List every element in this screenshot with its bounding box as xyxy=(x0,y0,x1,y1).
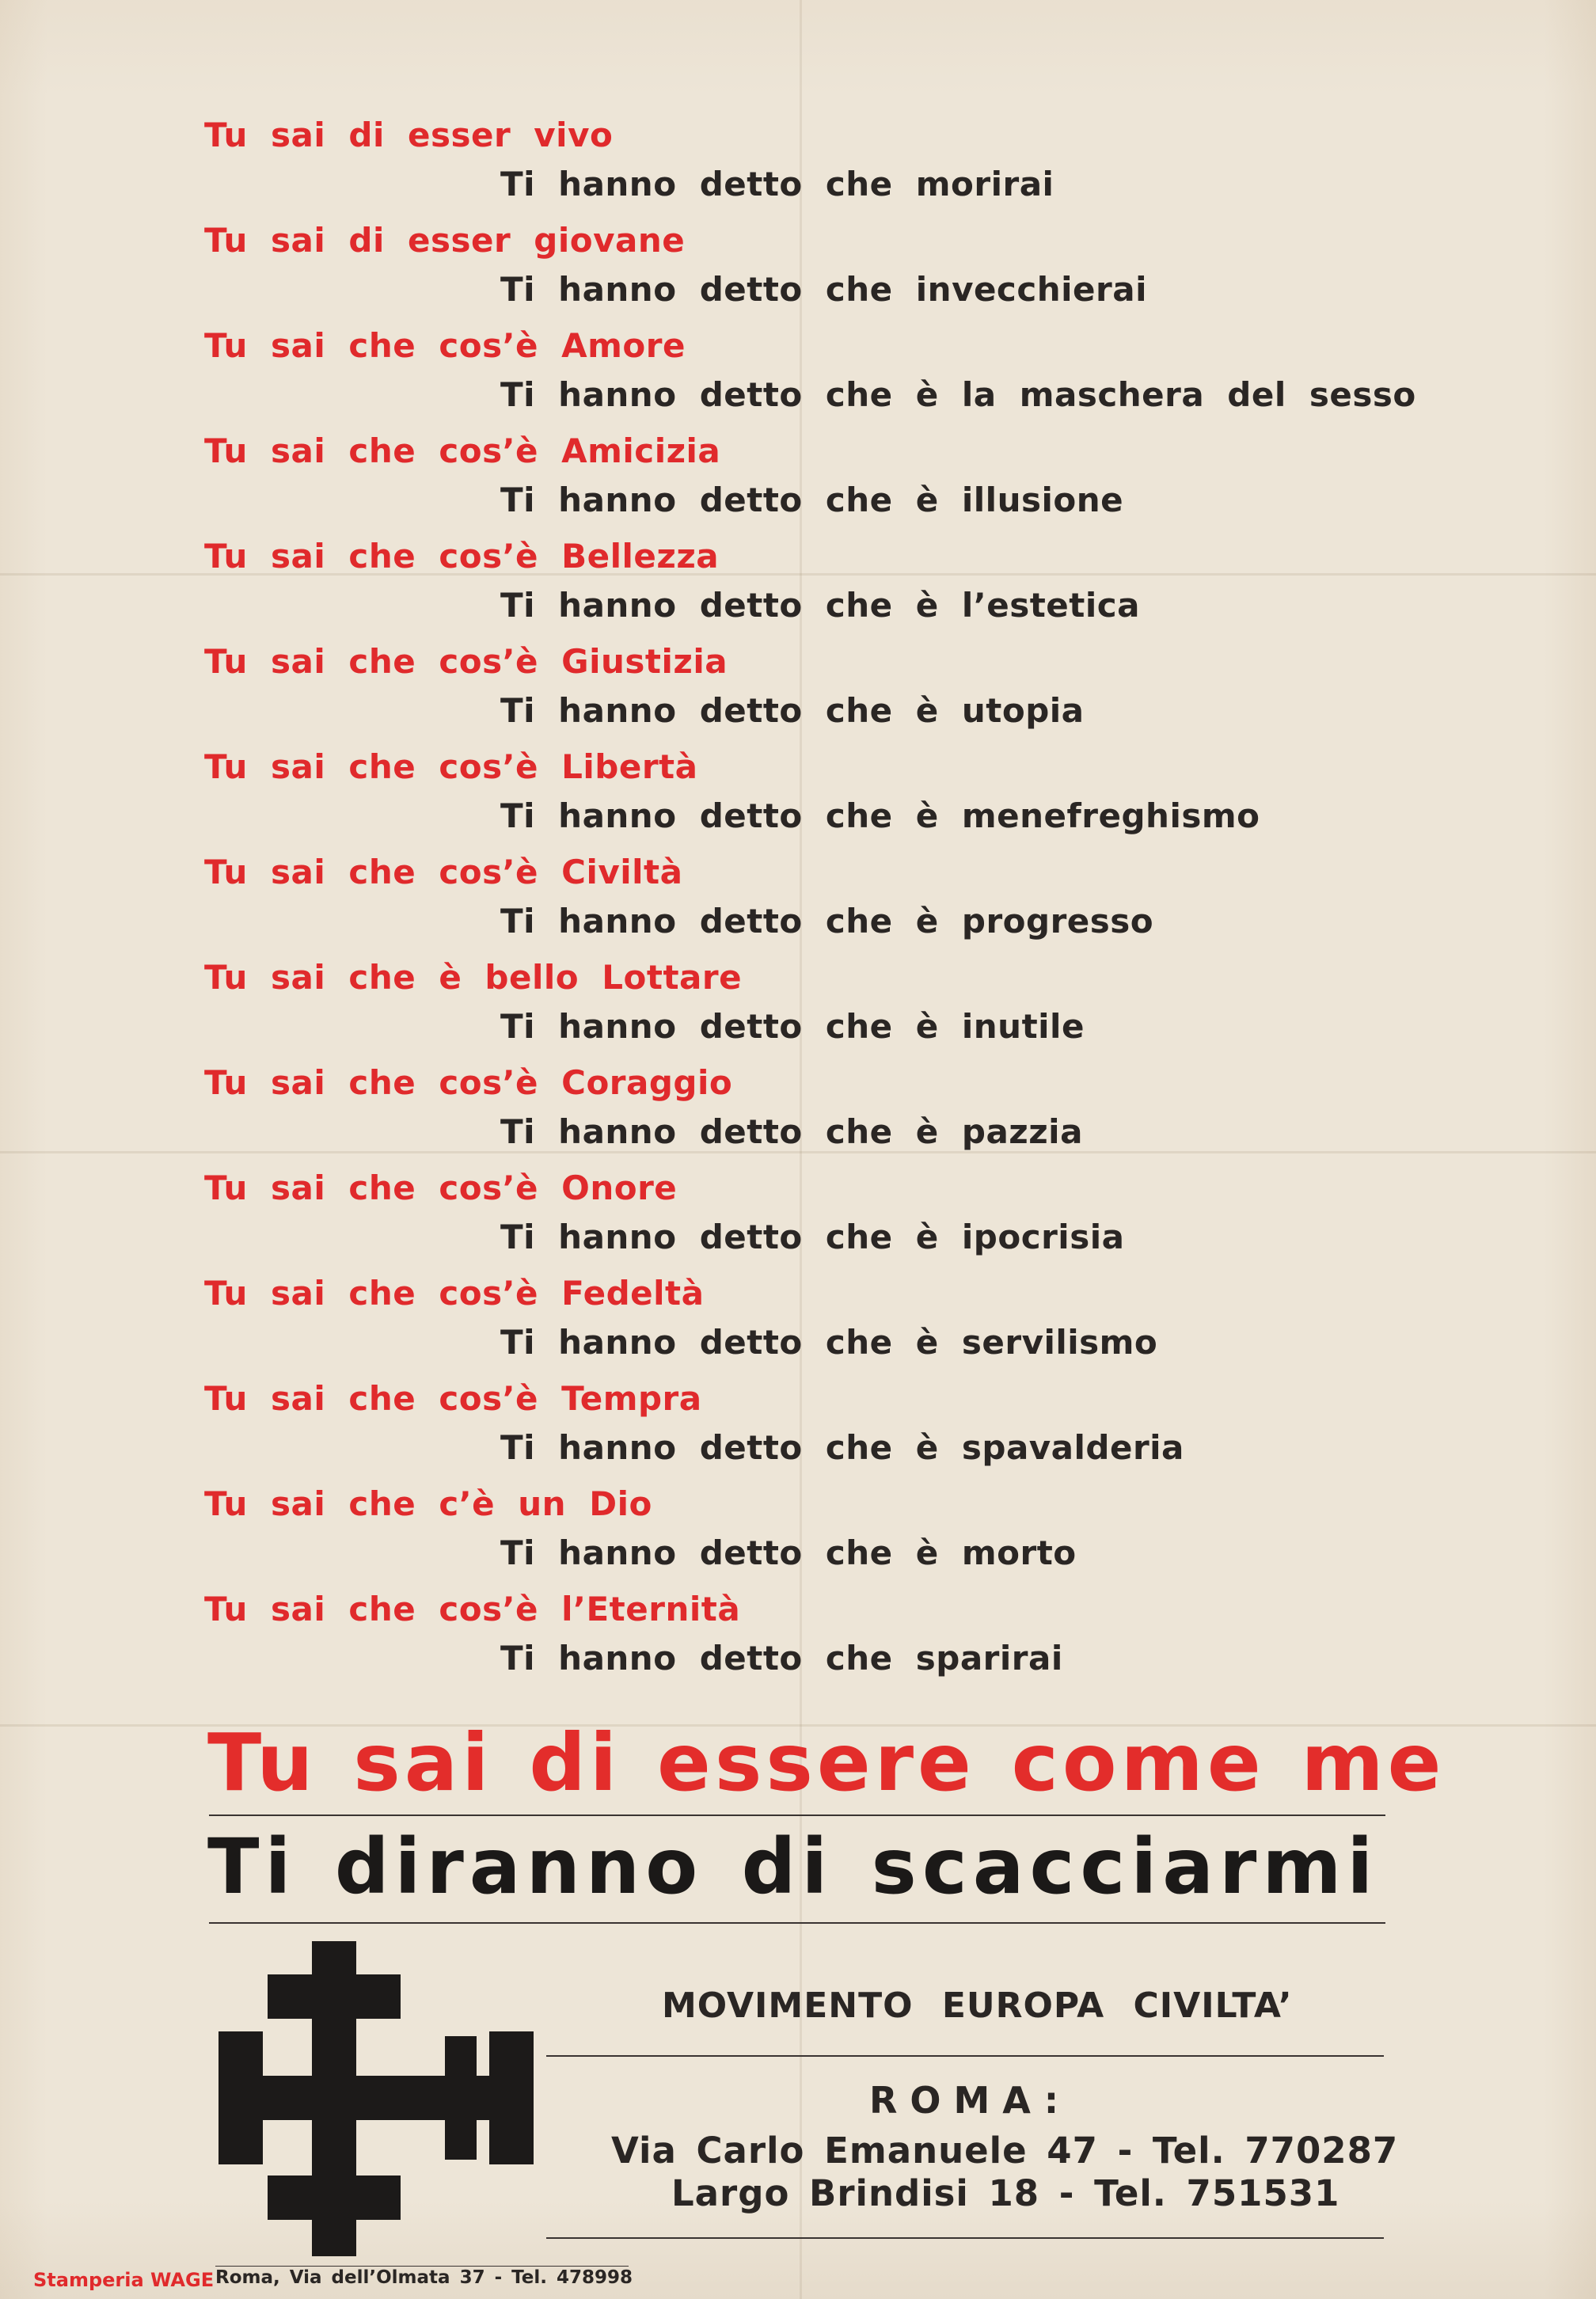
verse-answer: Ti hanno detto che è ipocrisia xyxy=(500,1218,1125,1256)
verse-question: Tu sai che cos’è Giustizia xyxy=(204,642,728,681)
fold-crease-horizontal xyxy=(0,1151,1596,1153)
verse-answer: Ti hanno detto che sparirai xyxy=(500,1639,1063,1678)
verse-answer: Ti hanno detto che è spavalderia xyxy=(500,1428,1184,1467)
address-bottom-rule xyxy=(546,2237,1384,2239)
verse-question: Tu sai che cos’è Amicizia xyxy=(204,431,721,470)
org-divider xyxy=(546,2055,1384,2057)
verse-question: Tu sai che cos’è Fedeltà xyxy=(204,1274,705,1313)
headline-divider xyxy=(209,1814,1385,1816)
headline-black: Ti diranno di scacciarmi xyxy=(207,1822,1379,1911)
city-heading: ROMA: xyxy=(869,2079,1072,2122)
headline-bottom-rule xyxy=(209,1922,1385,1924)
verse-answer: Ti hanno detto che è menefreghismo xyxy=(500,796,1260,835)
verse-answer: Ti hanno detto che invecchierai xyxy=(500,270,1147,309)
verse-answer: Ti hanno detto che è pazzia xyxy=(500,1112,1083,1151)
verse-answer: Ti hanno detto che è utopia xyxy=(500,691,1085,730)
verse-answer: Ti hanno detto che è illusione xyxy=(500,481,1124,519)
verse-answer: Ti hanno detto che è morto xyxy=(500,1533,1077,1572)
address-line-2: Largo Brindisi 18 - Tel. 751531 xyxy=(671,2172,1340,2214)
verse-answer: Ti hanno detto che morirai xyxy=(500,165,1054,203)
verse-question: Tu sai che è bello Lottare xyxy=(204,958,743,997)
verse-answer: Ti hanno detto che è la maschera del sesso xyxy=(500,375,1416,414)
verse-question: Tu sai che cos’è Amore xyxy=(204,326,686,365)
organization-name: MOVIMENTO EUROPA CIVILTA’ xyxy=(662,1986,1293,2026)
verse-question: Tu sai che cos’è Libertà xyxy=(204,747,698,786)
verse-answer: Ti hanno detto che è progresso xyxy=(500,902,1154,940)
printer-name: Stamperia WAGE xyxy=(33,2269,215,2291)
verse-answer: Ti hanno detto che è inutile xyxy=(500,1007,1085,1046)
address-line-1: Via Carlo Emanuele 47 - Tel. 770287 xyxy=(611,2130,1399,2172)
verse-question: Tu sai che cos’è Tempra xyxy=(204,1379,702,1418)
verse-question: Tu sai di esser vivo xyxy=(204,116,614,154)
verse-question: Tu sai di esser giovane xyxy=(204,221,686,260)
verse-answer: Ti hanno detto che è servilismo xyxy=(500,1323,1158,1362)
verse-question: Tu sai che c’è un Dio xyxy=(204,1484,652,1523)
printer-address: Roma, Via dell’Olmata 37 - Tel. 478998 xyxy=(215,2267,633,2288)
footer-rule xyxy=(215,2266,629,2267)
verse-answer: Ti hanno detto che è l’estetica xyxy=(500,586,1140,625)
verse-question: Tu sai che cos’è Civiltà xyxy=(204,853,683,891)
verse-question: Tu sai che cos’è Onore xyxy=(204,1168,678,1207)
headline-red: Tu sai di essere come me xyxy=(207,1716,1446,1809)
double-cross-emblem-icon xyxy=(218,1941,534,2256)
verse-question: Tu sai che cos’è Bellezza xyxy=(204,537,720,576)
verse-question: Tu sai che cos’è Coraggio xyxy=(204,1063,733,1102)
verse-question: Tu sai che cos’è l’Eternità xyxy=(204,1590,741,1628)
